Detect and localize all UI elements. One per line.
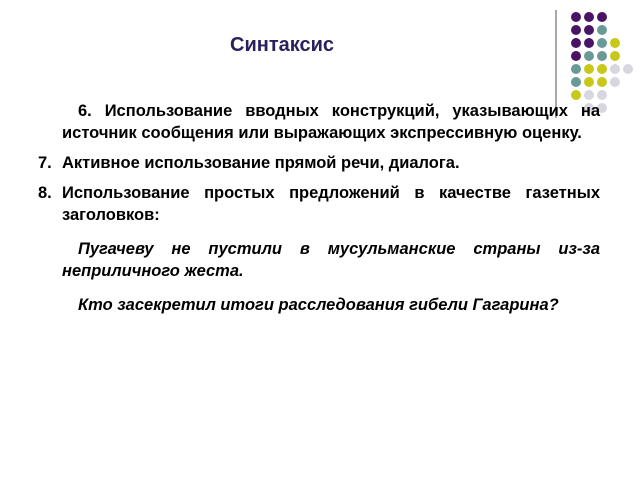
decorative-dot bbox=[597, 38, 607, 48]
decorative-dot bbox=[597, 90, 607, 100]
decorative-dot bbox=[571, 64, 581, 74]
decorative-dot bbox=[571, 51, 581, 61]
slide-title: Синтаксис bbox=[230, 34, 335, 56]
decorative-dot bbox=[584, 25, 594, 35]
decorative-dot bbox=[571, 77, 581, 87]
decorative-dot bbox=[610, 77, 620, 87]
decorative-dot bbox=[597, 25, 607, 35]
decorative-dot bbox=[610, 51, 620, 61]
decorative-dot bbox=[610, 38, 620, 48]
decorative-dot bbox=[571, 38, 581, 48]
point-6: 6. Использование вводных конструкций, указывающих на источник сообщения или выражающих экспрессивную оценку. bbox=[62, 102, 600, 142]
decorative-dot bbox=[584, 51, 594, 61]
decorative-dot bbox=[584, 38, 594, 48]
decorative-dot bbox=[610, 64, 620, 74]
decorative-dot bbox=[597, 12, 607, 22]
point-8-number: 8. bbox=[38, 184, 52, 202]
decorative-dot bbox=[584, 77, 594, 87]
decorative-dot bbox=[597, 51, 607, 61]
decorative-dot bbox=[584, 64, 594, 74]
decorative-dot bbox=[584, 12, 594, 22]
point-7-text: Активное использование прямой речи, диалога. bbox=[62, 154, 460, 172]
point-8-text: Использование простых предложений в качестве газетных заголовков: bbox=[62, 184, 600, 224]
example-headline-1: Пугачеву не пустили в мусульманские страны из-за неприличного жеста. bbox=[62, 240, 600, 280]
point-8 bbox=[38, 182, 600, 226]
decorative-dot bbox=[584, 90, 594, 100]
decorative-dot bbox=[597, 77, 607, 87]
decorative-dot bbox=[623, 64, 633, 74]
decorative-dot bbox=[597, 64, 607, 74]
point-7-number: 7. bbox=[38, 154, 52, 172]
slide-body bbox=[38, 100, 600, 316]
example-headline-2: Кто засекретил итоги расследования гибели Гагарина? bbox=[78, 296, 559, 314]
decorative-dot bbox=[571, 12, 581, 22]
decorative-dot bbox=[571, 25, 581, 35]
point-7 bbox=[38, 152, 600, 174]
decorative-dot bbox=[571, 90, 581, 100]
